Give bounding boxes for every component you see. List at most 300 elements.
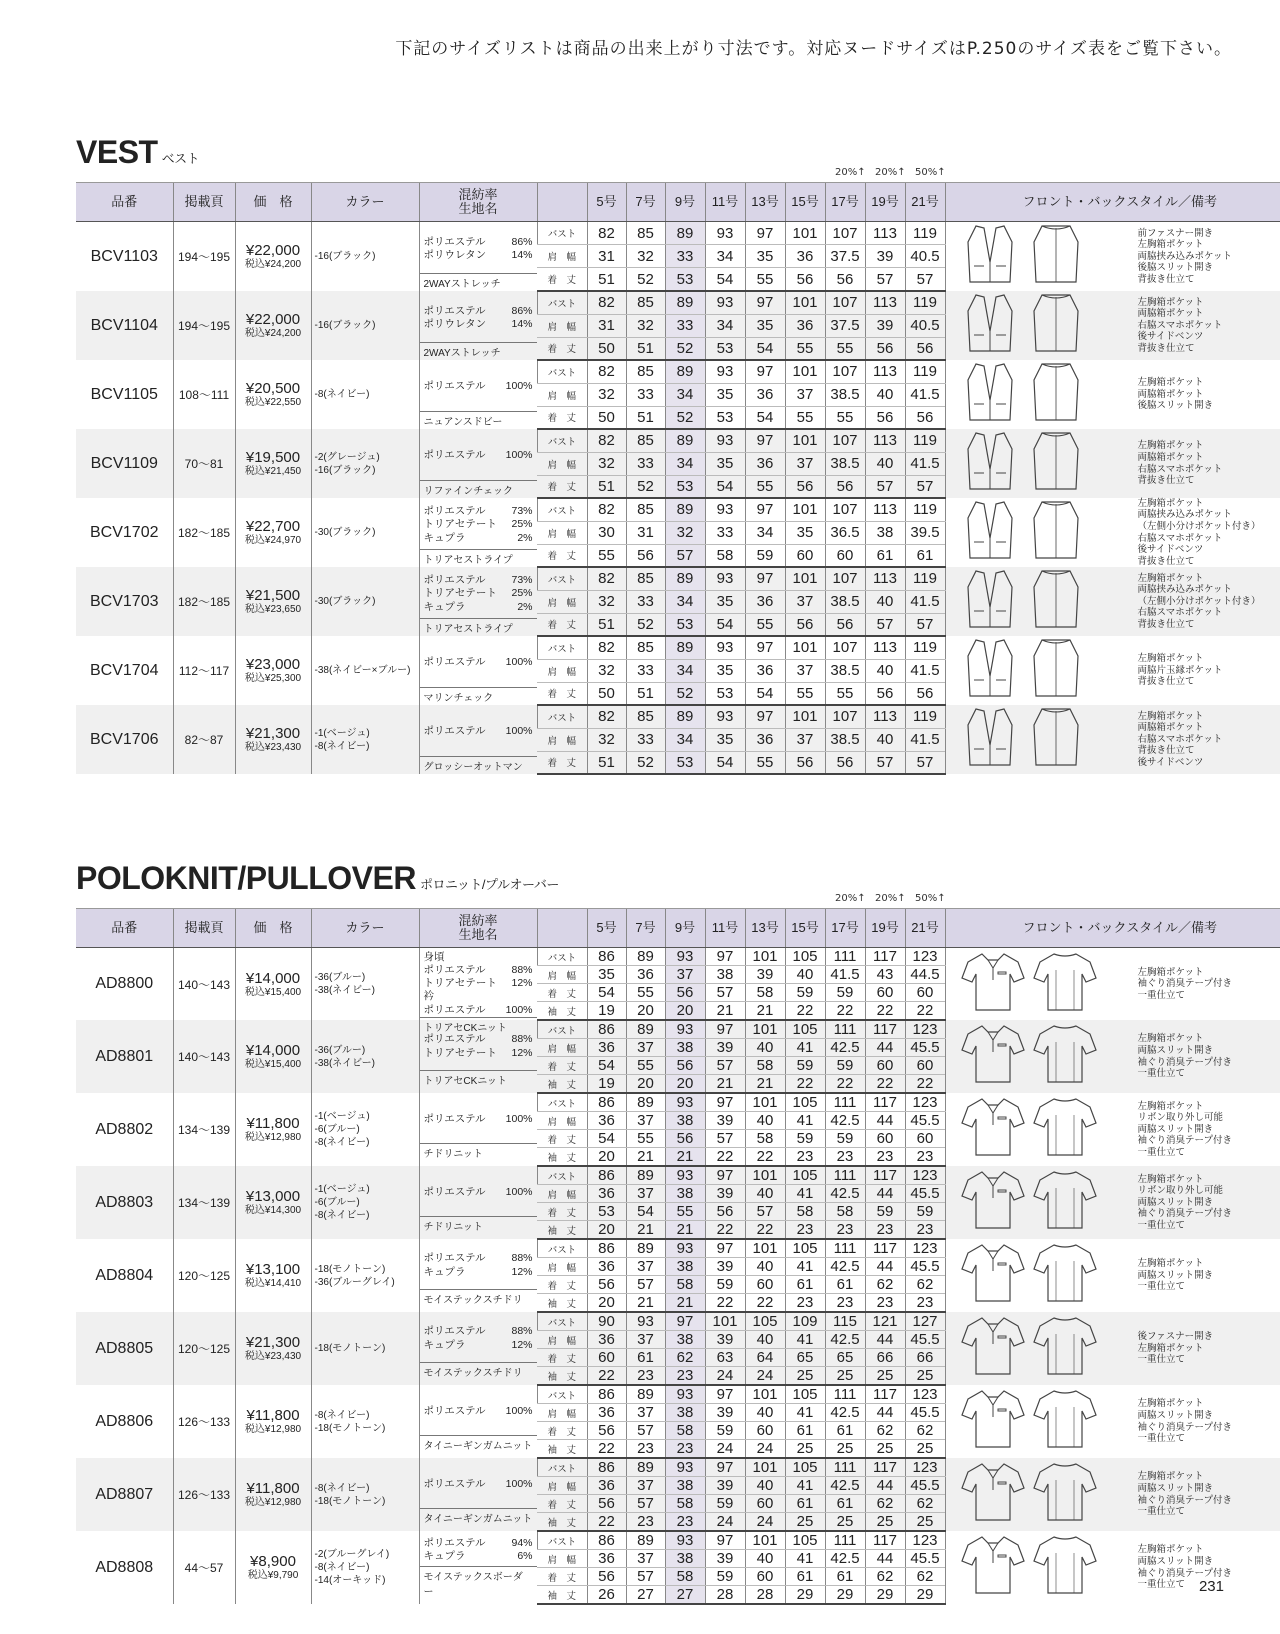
size-value: 61 [825,1495,865,1513]
front-style-icon [960,498,1020,567]
size-value: 57 [905,268,945,291]
table-row [76,498,1280,521]
price-tax: 税込¥23,430 [244,1351,302,1362]
size-value: 61 [825,1276,865,1294]
size-value: 55 [626,984,665,1002]
back-style-icon [1026,705,1086,774]
product-code: AD8806 [95,1412,154,1430]
front-style-icon [960,1241,1026,1310]
table-row [76,636,1280,659]
size-value: 33 [626,590,665,613]
col-header: カラー [311,909,419,948]
measure-label: 袖 丈 [537,1221,587,1240]
size-value: 60 [785,544,825,567]
fiber-pct: 100% [505,1003,533,1016]
size-value: 111 [825,1166,865,1185]
size-value: 55 [745,751,785,774]
size-value: 25 [905,1440,945,1459]
product-code: AD8808 [95,1558,154,1576]
size-value: 59 [825,1057,865,1075]
price-cell [235,1239,311,1312]
note-line: 右脇スマホポケット [1137,319,1223,331]
size-value: 32 [626,245,665,268]
fiber-pct: 12% [511,1338,533,1351]
measure-label: 袖 丈 [537,1294,587,1313]
size-value: 60 [905,984,945,1002]
price: ¥11,800 [246,1407,300,1424]
size-value: 58 [665,1495,705,1513]
size-value: 44 [865,1185,905,1203]
measure-label: 着 丈 [537,1568,587,1586]
color-cell [311,1312,419,1385]
size-value: 53 [665,268,705,291]
size-value: 35 [705,383,745,406]
size-value: 85 [626,567,665,590]
size-value: 22 [745,1294,785,1313]
vest-subtitle: ベスト [161,151,200,166]
size-value: 41.5 [905,452,945,475]
size-value: 29 [865,1586,905,1605]
fabric-name: チドリニット [420,1143,537,1161]
size-value: 40 [745,1039,785,1057]
measure-label: 肩 幅 [537,245,587,268]
fiber-name: ポリエステル [423,725,486,738]
price-cell [235,222,311,292]
notes-list [1136,498,1261,567]
size-value: 60 [825,544,865,567]
size-value: 123 [905,1166,945,1185]
fabric-cell [419,360,537,429]
back-style-icon [1026,429,1086,498]
note-line: 左胸箱ポケット [1137,497,1204,509]
size-value: 89 [665,291,705,314]
size-value: 22 [705,1294,745,1313]
size-value: 56 [665,1057,705,1075]
size-value: 29 [905,1586,945,1605]
fiber-name: ポリエステル [423,964,486,977]
col-header: 11号 [705,909,745,948]
measure-label: 肩 幅 [537,1404,587,1422]
size-value: 32 [626,314,665,337]
product-code: BCV1105 [90,385,158,403]
size-value: 105 [785,1239,825,1258]
note-line: 左胸箱ポケット [1137,1258,1204,1270]
table-row [76,1020,1280,1039]
fiber-name: ポリエステル [423,235,486,248]
size-value: 38 [665,1404,705,1422]
size-value: 45.5 [905,1404,945,1422]
size-value: 60 [745,1568,785,1586]
price-cell [235,498,311,567]
size-value: 55 [785,337,825,360]
size-value: 105 [785,1166,825,1185]
fiber-name: ポリエステル [423,656,486,669]
size-value: 111 [825,1020,865,1039]
col-header: カラー [311,183,419,222]
size-value: 25 [905,1367,945,1386]
color-option: -30(ブラック) [314,527,376,538]
size-value: 36 [745,659,785,682]
fiber-name: ポリエステル [423,1404,486,1417]
size-value: 109 [785,1312,825,1331]
size-value: 56 [825,751,865,774]
size-value: 58 [745,1057,785,1075]
composition-line [424,1047,533,1060]
size-value: 64 [745,1349,785,1367]
note-line: 袖ぐり消臭テープ付き [1137,1421,1233,1433]
style-cell [945,705,1280,774]
size-value: 59 [905,1203,945,1221]
composition-line [424,449,533,462]
size-value: 23 [905,1148,945,1167]
size-value: 22 [745,1221,785,1240]
size-value: 59 [705,1422,745,1440]
size-value: 22 [587,1367,626,1386]
size-value: 40 [865,383,905,406]
size-value: 37 [785,659,825,682]
price-cell [235,1166,311,1239]
size-value: 42.5 [825,1331,865,1349]
size-value: 55 [825,337,865,360]
size-value: 50 [587,682,626,705]
back-style-icon [1026,222,1086,291]
fiber-name: トリアセテート [423,587,497,600]
fiber-pct: 100% [505,380,533,393]
fiber-pct: 100% [505,1477,533,1490]
size-value: 33 [626,383,665,406]
style-cell [945,1093,1280,1166]
color-cell [311,1458,419,1531]
size-value: 85 [626,429,665,452]
measure-label: バスト [537,498,587,521]
size-value: 33 [705,521,745,544]
note-line: 両脇スリット開き [1137,1482,1214,1494]
style-cell [945,1239,1280,1312]
composition-line [424,305,533,318]
fabric-cell [419,948,537,1034]
size-value: 89 [626,1166,665,1185]
measure-label: 袖 丈 [537,1075,587,1094]
fabric-name: 2WAYストレッチ [420,273,537,291]
note-line: 右脇スマホポケット [1137,463,1223,475]
col-header: 7号 [626,909,665,948]
note-line: 左胸箱ポケット [1137,1100,1204,1112]
size-value: 41.5 [905,659,945,682]
size-value: 85 [626,498,665,521]
color-option: -1(ベージュ) [314,727,370,739]
size-value: 59 [785,1130,825,1148]
polo-subtitle: ポロニット/プルオーバー [419,877,559,892]
col-header: 13号 [745,909,785,948]
note-line: リボン取り外し可能 [1137,1185,1224,1197]
size-value: 89 [665,567,705,590]
measure-label: バスト [537,1020,587,1039]
color-cell [311,1020,419,1093]
front-style-icon [960,705,1020,774]
size-value: 93 [705,705,745,728]
col-header: 品番 [76,909,173,948]
size-value: 19 [587,1002,626,1021]
size-value: 39 [705,1185,745,1203]
size-value: 51 [587,613,626,636]
size-value: 61 [825,1422,865,1440]
catalog-page: 182～185 [173,498,235,567]
color-cell [311,948,419,1021]
size-value: 89 [665,705,705,728]
price: ¥20,500 [245,380,301,397]
note-line: 両脇スリット開き [1137,1409,1214,1421]
size-value: 44 [865,1112,905,1130]
size-value: 22 [905,1002,945,1021]
size-value: 29 [825,1586,865,1605]
size-value: 35 [705,728,745,751]
back-style-icon [1026,291,1086,360]
col-header: 品番 [76,183,173,222]
size-value: 36 [745,590,785,613]
measure-label: 袖 丈 [537,1148,587,1167]
size-value: 22 [825,1075,865,1094]
fiber-pct: 12% [511,977,533,990]
price-tax: 税込¥14,410 [244,1278,302,1289]
note-line: 左胸箱ポケット [1137,1173,1204,1185]
size-value: 117 [865,1239,905,1258]
polo-title: POLOKNIT/PULLOVER [76,860,416,896]
size-value: 25 [825,1440,865,1459]
size-value: 34 [665,659,705,682]
size-value: 39 [705,1039,745,1057]
catalog-page: 112～117 [173,636,235,705]
size-value: 119 [905,705,945,728]
col-header: フロント・バックスタイル／備考 [945,183,1280,222]
product-code: AD8805 [76,1312,173,1385]
size-value: 123 [905,1239,945,1258]
size-value: 93 [665,1093,705,1112]
fiber-name: キュプラ [423,1338,466,1351]
composition-line [424,249,533,262]
fiber-name: トリアセテート [423,1046,497,1059]
measure-label: 着 丈 [537,1130,587,1148]
fiber-name: キュプラ [423,531,466,544]
back-style-icon [1026,360,1086,429]
measure-label: 着 丈 [537,406,587,429]
size-value: 35 [705,590,745,613]
size-value: 36 [745,452,785,475]
fabric-cell [419,1458,537,1531]
size-value: 40 [745,1404,785,1422]
measure-label: バスト [537,636,587,659]
size-value: 23 [905,1294,945,1313]
size-value: 86 [587,1385,626,1404]
col-header: 11号 [705,183,745,222]
style-cell [945,1312,1280,1385]
size-value: 21 [626,1148,665,1167]
size-value: 21 [665,1294,705,1313]
fabric-cell [419,1020,537,1093]
color-cell [311,567,419,636]
table-row [76,360,1280,383]
size-value: 25 [785,1367,825,1386]
size-value: 38 [865,521,905,544]
note-line: 一重仕立て [1137,1506,1186,1518]
size-value: 61 [825,1568,865,1586]
note-line: 前ファスナー開き [1137,227,1214,239]
size-value: 34 [745,521,785,544]
composition-line [424,1252,533,1265]
size-value: 93 [705,222,745,245]
front-style-icon [960,1533,1026,1602]
col-header: 17号 [825,909,865,948]
color-option: -8(ネイビー) [314,1562,370,1573]
size-value: 28 [745,1586,785,1605]
notes-list [1136,440,1223,486]
size-value: 37 [665,966,705,984]
size-value: 36 [587,1404,626,1422]
col-header: 価 格 [235,909,311,948]
size-value: 32 [587,590,626,613]
size-value: 56 [705,1203,745,1221]
product-code: AD8804 [95,1266,154,1284]
size-value: 58 [665,1276,705,1294]
polo-section-title [76,860,559,897]
size-value: 105 [745,1312,785,1331]
composition-line [424,1325,533,1338]
size-value: 55 [626,1130,665,1148]
composition-line [424,1033,533,1046]
measure-label: 肩 幅 [537,1550,587,1568]
size-value: 53 [665,613,705,636]
color-option: -30(ブラック) [314,596,376,607]
note-line: 袖ぐり消臭テープ付き [1137,978,1233,990]
size-value: 85 [626,636,665,659]
size-value: 37 [626,1550,665,1568]
size-value: 97 [665,1312,705,1331]
size-value: 39 [745,966,785,984]
color-option: -16(ブラック) [314,251,376,262]
fiber-name: ポリウレタン [423,318,487,330]
measure-label: 着 丈 [537,1203,587,1221]
size-value: 23 [665,1513,705,1532]
size-value: 41.5 [905,383,945,406]
size-value: 28 [705,1586,745,1605]
size-value: 62 [905,1422,945,1440]
notes-list [1136,297,1223,355]
measure-label: 肩 幅 [537,966,587,984]
size-value: 117 [865,1385,905,1404]
size-value: 57 [905,475,945,498]
composition-line [424,1339,533,1352]
size-value: 54 [745,406,785,429]
size-value: 38 [665,1185,705,1203]
size-value: 86 [587,1531,626,1550]
style-cell [945,948,1280,1021]
size-value: 93 [665,1385,705,1404]
size-value: 22 [865,1075,905,1094]
fiber-name: ポリエステル [423,449,486,462]
size-value: 37 [626,1258,665,1276]
note-line: 両脇スリット開き [1137,1555,1214,1567]
size-value: 61 [785,1276,825,1294]
measure-label: バスト [537,429,587,452]
size-value: 36 [785,245,825,268]
product-code: AD8802 [95,1120,154,1138]
composition-line [424,505,533,518]
size-value: 35 [705,659,745,682]
size-value: 65 [825,1349,865,1367]
size-value: 56 [785,268,825,291]
product-code: AD8801 [76,1020,173,1093]
measure-label: 肩 幅 [537,1112,587,1130]
note-line: 左胸箱ポケット [1137,1342,1204,1354]
back-style-icon [1032,1095,1098,1164]
vest-size-table [76,182,1280,775]
size-value: 23 [665,1367,705,1386]
measure-label: 袖 丈 [537,1513,587,1532]
product-code: AD8807 [76,1458,173,1531]
measure-label: バスト [537,1093,587,1112]
product-code: BCV1703 [76,567,173,636]
fabric-name: トリアセストライプ [420,549,537,567]
size-value: 97 [745,360,785,383]
catalog-page: 182～185 [173,567,235,636]
back-style-icon [1032,1460,1098,1529]
note-line: リボン取り外し可能 [1137,1112,1224,1124]
size-value: 58 [745,1130,785,1148]
size-value: 23 [865,1221,905,1240]
color-option: -16(ブラック) [314,464,376,476]
size-value: 37 [785,590,825,613]
front-style-icon [960,1095,1026,1164]
note-line: 左胸箱ポケット [1137,440,1204,452]
size-value: 59 [705,1568,745,1586]
fiber-pct: 25% [511,518,533,531]
size-value: 37 [785,383,825,406]
notes-list [1136,1033,1233,1079]
fiber-pct: 73% [511,505,533,518]
size-value: 23 [626,1513,665,1532]
size-value: 119 [905,498,945,521]
size-value: 59 [705,1495,745,1513]
polo-size-table [76,908,1280,1605]
back-style-icon [1026,636,1086,705]
size-value: 52 [626,268,665,291]
size-value: 97 [745,291,785,314]
fiber-pct: 100% [505,1185,533,1198]
size-value: 111 [825,1093,865,1112]
size-value: 54 [705,613,745,636]
col-header: 19号 [865,909,905,948]
measure-label: 着 丈 [537,1495,587,1513]
size-value: 123 [905,1531,945,1550]
fiber-pct: 88% [511,1325,533,1338]
size-value: 101 [745,1166,785,1185]
measure-label: バスト [537,360,587,383]
size-value: 117 [865,1166,905,1185]
price-cell [235,1312,311,1385]
back-style-icon [1032,1314,1098,1383]
price-tax: 税込¥24,200 [244,328,302,339]
fiber-pct: 100% [505,656,533,669]
fiber-pct: 86% [511,304,533,317]
size-value: 41.5 [905,728,945,751]
size-value: 34 [665,590,705,613]
size-value: 62 [865,1495,905,1513]
col-header [537,909,587,948]
table-row [76,1531,1280,1550]
size-value: 93 [665,1239,705,1258]
measure-label: 着 丈 [537,475,587,498]
fiber-name: ポリエステル [423,380,486,393]
fabric-cell [419,1385,537,1458]
